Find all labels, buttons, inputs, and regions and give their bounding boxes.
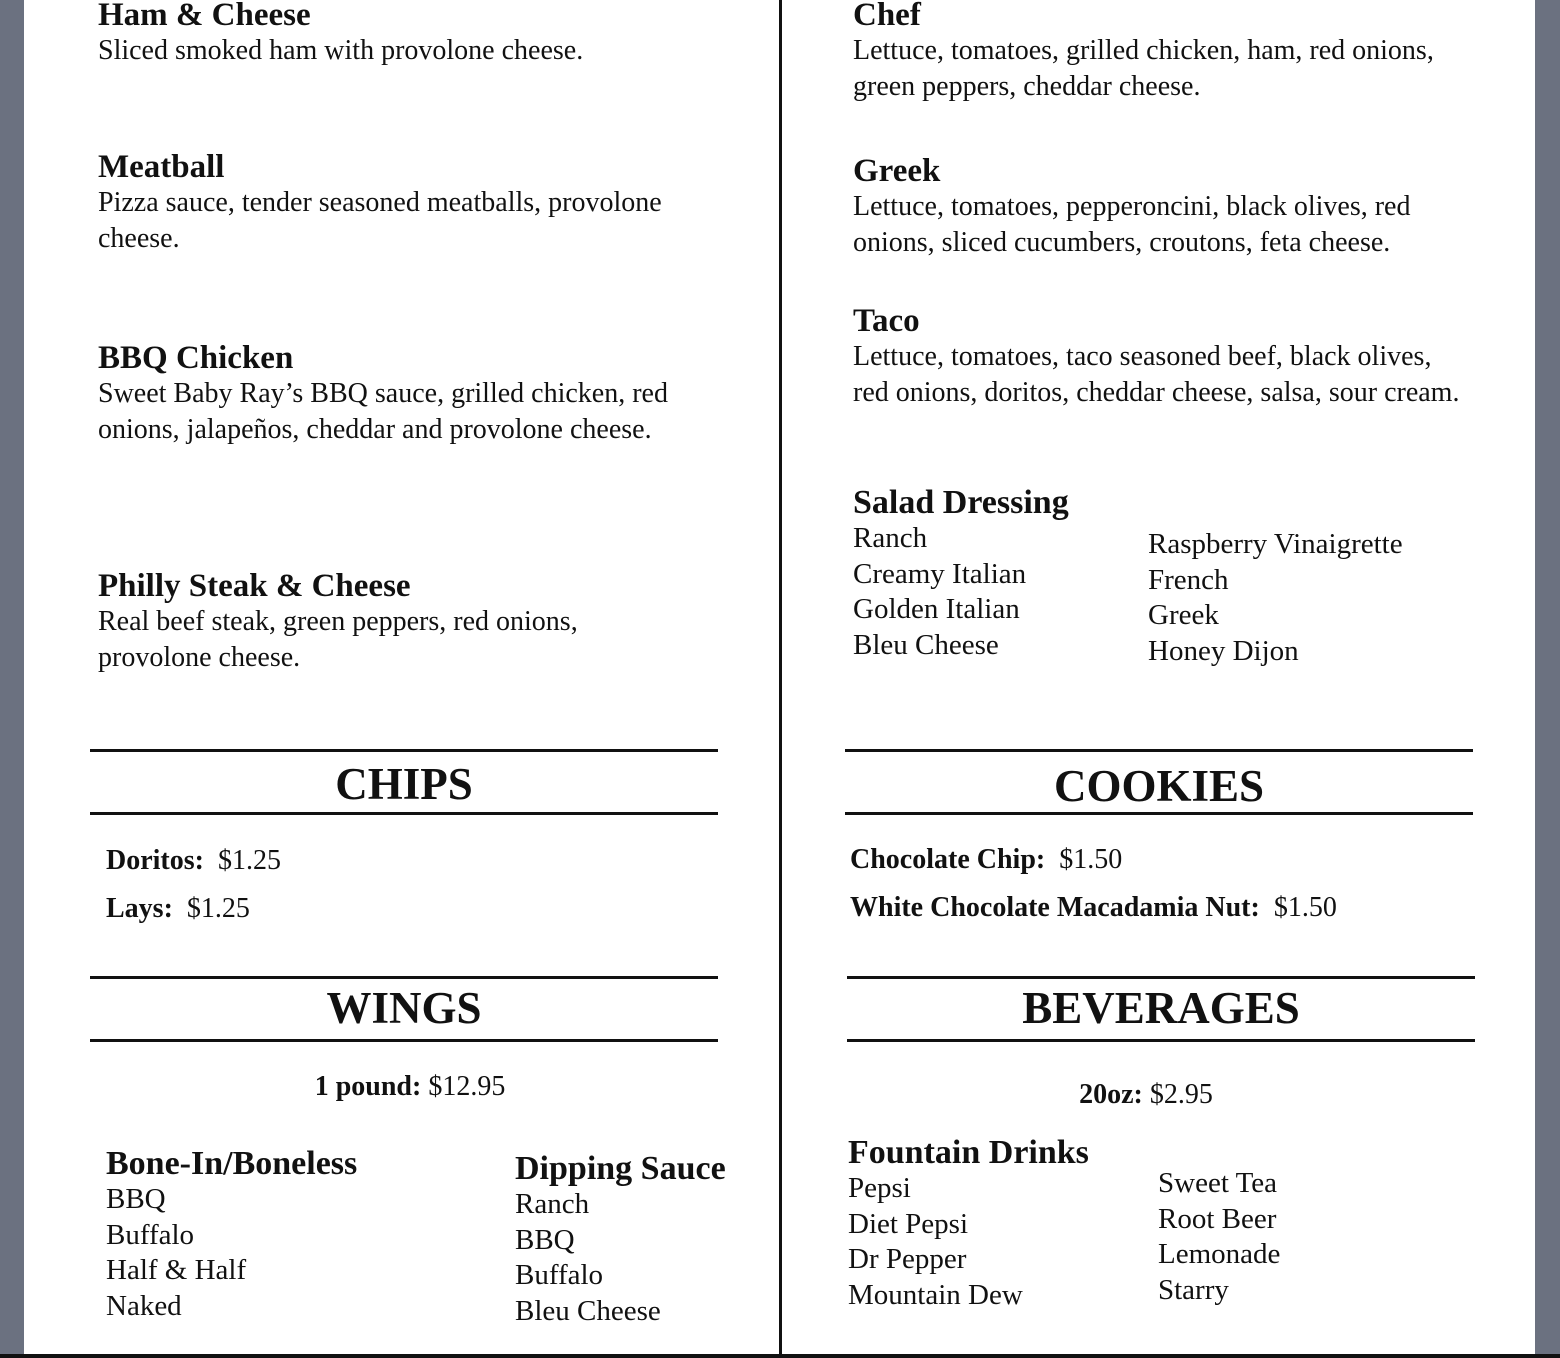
section-rule (90, 749, 718, 752)
item-description: Lettuce, tomatoes, pepperoncini, black olives, red onions, sliced cucumbers, croutons, feta cheese. (853, 191, 1411, 258)
list-item: Greek (1148, 599, 1219, 631)
price-label: Lays: (106, 893, 173, 924)
menu-item-meatball (98, 149, 728, 256)
item-description: Real beef steak, green peppers, red onions, provolone cheese. (98, 606, 578, 673)
list-item: Creamy Italian (853, 557, 1027, 590)
section-rule (90, 812, 718, 815)
price-line-chocolate-chip (850, 844, 1122, 876)
price-line-white-chocolate (850, 892, 1337, 924)
item-title: Greek (853, 153, 941, 189)
list-item: BBQ (106, 1183, 166, 1215)
salad-dressing (853, 485, 1069, 663)
item-title: Taco (853, 303, 920, 339)
item-title: Meatball (98, 149, 225, 185)
menu-item-taco (853, 303, 1473, 410)
price-label: 20oz: (1079, 1079, 1143, 1110)
section-rule (845, 812, 1473, 815)
list-item: Pepsi (848, 1172, 911, 1204)
list-item: Ranch (853, 522, 928, 554)
fountain-drinks-list-1 (848, 1171, 1089, 1313)
item-title: Chef (853, 0, 921, 33)
list-item: Honey Dijon (1148, 634, 1299, 667)
list-item: Starry (1158, 1273, 1229, 1306)
item-description: Sweet Baby Ray’s BBQ sauce, grilled chicken, red onions, jalapeños, cheddar and provolone cheese. (98, 378, 668, 445)
list-item: Raspberry Vinaigrette (1148, 528, 1403, 560)
list-item: BBQ (515, 1223, 575, 1256)
dipping-sauce-title: Dipping Sauce (515, 1150, 726, 1187)
price-value: $1.25 (217, 845, 281, 876)
fountain-drinks-list-2 (1158, 1166, 1280, 1308)
price-line-lays (106, 893, 250, 925)
menu-item-philly-steak (98, 568, 698, 675)
price-label: 1 pound: (314, 1071, 422, 1102)
list-item: Buffalo (106, 1218, 195, 1251)
fountain-drinks (848, 1135, 1089, 1313)
section-rule (847, 976, 1475, 979)
salad-dressing-list-1 (853, 521, 1069, 663)
section-rule (90, 976, 718, 979)
section-rule (90, 1039, 718, 1042)
list-item: Root Beer (1158, 1202, 1277, 1235)
wings-dipping-sauce (515, 1151, 726, 1329)
page-bottom-border (0, 1354, 1560, 1358)
wings-price-line (90, 1071, 730, 1103)
menu-item-chef (853, 0, 1473, 104)
salad-dressing-title: Salad Dressing (853, 484, 1069, 521)
section-rule (847, 1039, 1475, 1042)
section-title-wings: WINGS (326, 983, 482, 1033)
list-item: French (1148, 563, 1229, 596)
list-item: Bleu Cheese (515, 1294, 661, 1327)
list-item: Ranch (515, 1188, 590, 1220)
dipping-sauce-list (515, 1187, 726, 1329)
price-value: $2.95 (1149, 1079, 1213, 1110)
section-rule (845, 749, 1473, 752)
column-divider (779, 0, 782, 1358)
price-label: Doritos: (106, 845, 204, 876)
section-title-chips: CHIPS (335, 759, 473, 809)
item-description: Lettuce, tomatoes, grilled chicken, ham, red onions, green peppers, cheddar cheese. (853, 35, 1434, 102)
item-description: Pizza sauce, tender seasoned meatballs, provolone cheese. (98, 187, 662, 254)
wings-styles-title: Bone-In/Boneless (106, 1145, 358, 1182)
item-description: Lettuce, tomatoes, taco seasoned beef, black olives, red onions, doritos, cheddar cheese, salsa, sour cream. (853, 341, 1460, 408)
section-title-beverages: BEVERAGES (1022, 983, 1300, 1033)
list-item: Half & Half (106, 1254, 247, 1286)
list-item: Naked (106, 1289, 182, 1322)
price-line-doritos (106, 845, 281, 877)
list-item: Mountain Dew (848, 1278, 1023, 1311)
list-item: Buffalo (515, 1259, 604, 1291)
salad-dressing-list-2 (1148, 527, 1403, 669)
list-item: Diet Pepsi (848, 1207, 969, 1240)
price-label: White Chocolate Macadamia Nut: (850, 892, 1260, 923)
price-label: Chocolate Chip: (850, 844, 1046, 875)
fountain-drinks-title: Fountain Drinks (848, 1134, 1089, 1171)
menu-item-greek (853, 153, 1473, 260)
list-item: Lemonade (1158, 1238, 1281, 1270)
price-value: $1.50 (1059, 844, 1123, 875)
item-title: Philly Steak & Cheese (98, 568, 411, 604)
list-item: Golden Italian (853, 593, 1020, 625)
item-title: Ham & Cheese (98, 0, 311, 33)
wings-styles-list (106, 1182, 357, 1324)
price-value: $1.25 (186, 893, 250, 924)
wings-styles (106, 1146, 357, 1324)
section-title-cookies: COOKIES (1053, 761, 1265, 811)
menu-item-ham-cheese (98, 0, 728, 69)
price-value: $1.50 (1273, 892, 1337, 923)
price-value: $12.95 (428, 1071, 506, 1102)
beverages-price-line (847, 1079, 1445, 1111)
list-item: Sweet Tea (1158, 1167, 1278, 1199)
item-title: BBQ Chicken (98, 340, 294, 376)
item-description: Sliced smoked ham with provolone cheese. (98, 35, 584, 66)
list-item: Bleu Cheese (853, 628, 999, 661)
menu-item-bbq-chicken (98, 340, 698, 447)
list-item: Dr Pepper (848, 1243, 967, 1275)
